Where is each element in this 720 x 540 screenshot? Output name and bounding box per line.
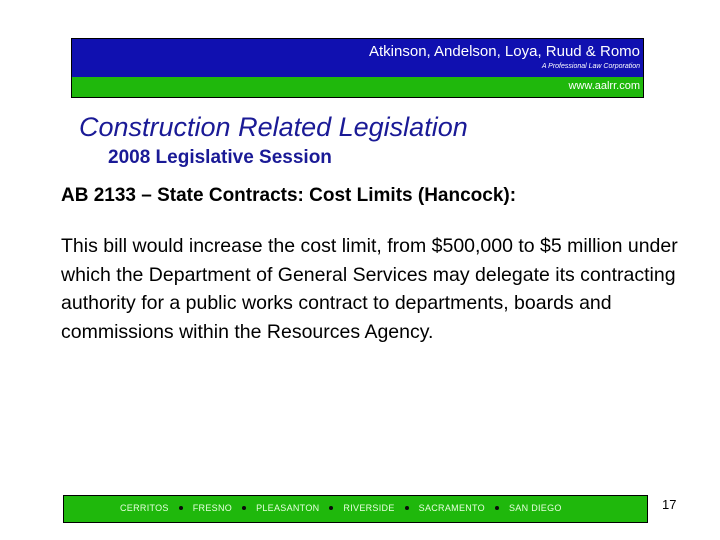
page-number: 17 — [662, 497, 677, 512]
office-locations-bar — [63, 495, 648, 523]
office-city-list — [120, 503, 562, 513]
city-san-diego: SAN DIEGO — [508, 503, 562, 513]
city-sacramento: SACRAMENTO — [418, 503, 485, 513]
firm-name-band — [72, 39, 643, 77]
firm-name: Atkinson, Andelson, Loya, Ruud & Romo — [369, 43, 640, 60]
city-fresno: FRESNO — [192, 503, 233, 513]
bullet-separator-icon — [495, 506, 499, 510]
city-riverside: RIVERSIDE — [343, 503, 395, 513]
bullet-separator-icon — [329, 506, 333, 510]
bullet-separator-icon — [242, 506, 246, 510]
bullet-separator-icon — [405, 506, 409, 510]
bill-heading: AB 2133 – State Contracts: Cost Limits (Hancock): — [61, 185, 517, 206]
firm-header-banner — [71, 38, 644, 98]
bullet-separator-icon — [179, 506, 183, 510]
city-pleasanton: PLEASANTON — [256, 503, 320, 513]
slide-title: Construction Related Legislation — [79, 112, 468, 142]
firm-url-band — [72, 77, 643, 97]
firm-url: www.aalrr.com — [568, 80, 640, 92]
firm-tagline: A Professional Law Corporation — [541, 63, 640, 70]
bill-description: This bill would increase the cost limit, from $500,000 to $5 million under which the Department of General Services may delegate its contracting authority for a public works contract to departments, boards and commissions within the Resources Agency. — [61, 235, 678, 343]
city-cerritos: CERRITOS — [120, 503, 169, 513]
slide-subtitle: 2008 Legislative Session — [108, 147, 332, 168]
